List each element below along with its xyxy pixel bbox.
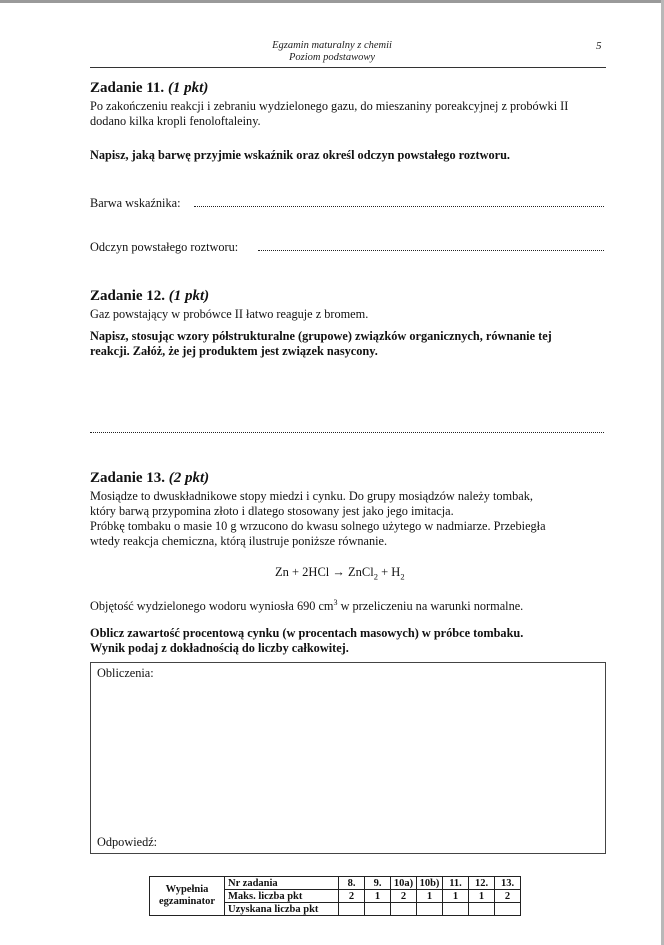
equation-product2-subscript: 2 [400, 571, 405, 582]
task13-points: (2 pkt) [168, 470, 210, 486]
max-points-cell: 2 [339, 890, 365, 903]
reaction-equation [275, 565, 405, 582]
task13-volume-text [90, 595, 523, 614]
task13-text-line4: wtedy reakcja chemiczna, którą ilustruje poniższe równanie. [90, 534, 388, 548]
header-exam-title: Egzamin maturalny z chemii [272, 40, 392, 51]
task12-instruction-line2: reakcji. Załóż, że jej produktem jest związek nasycony. [90, 344, 378, 358]
task12-instruction-line1: Napisz, stosując wzory półstrukturalne (grupowe) związków organicznych, równanie tej [90, 329, 552, 343]
task11-instruction: Napisz, jaką barwę przyjmie wskaźnik oraz określ odczyn powstałego roztworu. [90, 148, 510, 162]
header-rule [90, 67, 606, 68]
task11-text-line2: dodano kilka kropli fenoloftaleiny. [90, 114, 261, 128]
equation-reactants: Zn + 2HCl [275, 565, 330, 579]
score-row-task-numbers [150, 877, 521, 890]
task11-title-text: Zadanie 11. [90, 80, 165, 96]
task11-ph-label: Odczyn powstałego roztworu: [90, 240, 239, 254]
task12-points: (1 pkt) [168, 288, 210, 304]
examiner-label-line2: egzaminator [159, 896, 215, 907]
volume-text-post: w przeliczeniu na warunki normalne. [337, 599, 524, 614]
task-number-cell: 11. [443, 877, 469, 890]
task13-text-line1: Mosiądze to dwuskładnikowe stopy miedzi i cynku. Do grupy mosiądzów należy tombak, [90, 489, 533, 503]
obtained-points-cell[interactable] [391, 903, 417, 916]
task11-title [90, 80, 208, 97]
max-points-cell: 1 [365, 890, 391, 903]
task11-color-label: Barwa wskaźnika: [90, 196, 181, 210]
calculation-answer-box[interactable] [90, 662, 606, 854]
task13-title-text: Zadanie 13. [90, 470, 166, 486]
task-number-cell: 8. [339, 877, 365, 890]
task-number-cell: 9. [365, 877, 391, 890]
examiner-score-table [149, 876, 521, 916]
volume-unit-exponent: 3 [333, 598, 338, 607]
obtained-points-cell[interactable] [339, 903, 365, 916]
task-number-cell: 13. [495, 877, 521, 890]
max-points-cell: 1 [417, 890, 443, 903]
task11-text-line1: Po zakończeniu reakcji i zebraniu wydzielonego gazu, do mieszaniny poreakcyjnej z probówki II [90, 99, 569, 113]
task11-points: (1 pkt) [167, 80, 209, 96]
obtained-points-cell[interactable] [469, 903, 495, 916]
obtained-points-cell[interactable] [443, 903, 469, 916]
task-number-cell: 12. [469, 877, 495, 890]
row-label-task-number: Nr zadania [225, 877, 339, 890]
equation-product2: + H [377, 565, 401, 579]
volume-text-pre: Objętość wydzielonego wodoru wyniosła 690 cm [90, 599, 334, 614]
max-points-cell: 1 [443, 890, 469, 903]
obtained-points-cell[interactable] [365, 903, 391, 916]
header-level: Poziom podstawowy [288, 52, 376, 63]
page-number: 5 [596, 40, 602, 52]
task12-title-text: Zadanie 12. [90, 288, 166, 304]
task11-ph-answer-line[interactable] [258, 250, 604, 251]
task13-instruction-line1: Oblicz zawartość procentową cynku (w procentach masowych) w próbce tombaku. [90, 626, 524, 640]
examiner-label-cell [150, 877, 225, 916]
obtained-points-cell[interactable] [417, 903, 443, 916]
task11-color-answer-line[interactable] [194, 206, 604, 207]
equation-arrow: → [332, 565, 345, 579]
row-label-max-points: Maks. liczba pkt [225, 890, 339, 903]
task12-title [90, 288, 209, 305]
task13-text-line3: Próbkę tombaku o masie 10 g wrzucono do kwasu solnego użytego w nadmiarze. Przebiegła [90, 519, 546, 533]
task12-text: Gaz powstający w probówce II łatwo reaguje z bromem. [90, 307, 369, 321]
task12-answer-line[interactable] [90, 432, 604, 433]
task13-text-line2: który barwą przypomina złoto i dlatego stosowany jest jako jego imitacja. [90, 504, 454, 518]
task-number-cell: 10a) [391, 877, 417, 890]
task13-instruction-line2: Wynik podaj z dokładnością do liczby całkowitej. [90, 641, 349, 655]
equation-product1-subscript: 2 [373, 571, 378, 582]
obtained-points-cell[interactable] [495, 903, 521, 916]
max-points-cell: 2 [391, 890, 417, 903]
task-number-cell: 10b) [417, 877, 443, 890]
equation-product1: ZnCl [348, 565, 374, 579]
task13-title [90, 470, 209, 487]
page-shadow-top [0, 0, 664, 3]
answer-label: Odpowiedź: [97, 835, 158, 849]
max-points-cell: 1 [469, 890, 495, 903]
row-label-obtained-points: Uzyskana liczba pkt [225, 903, 339, 916]
calculations-label: Obliczenia: [97, 666, 154, 680]
max-points-cell: 2 [495, 890, 521, 903]
examiner-label-line1: Wypełnia [165, 884, 209, 895]
